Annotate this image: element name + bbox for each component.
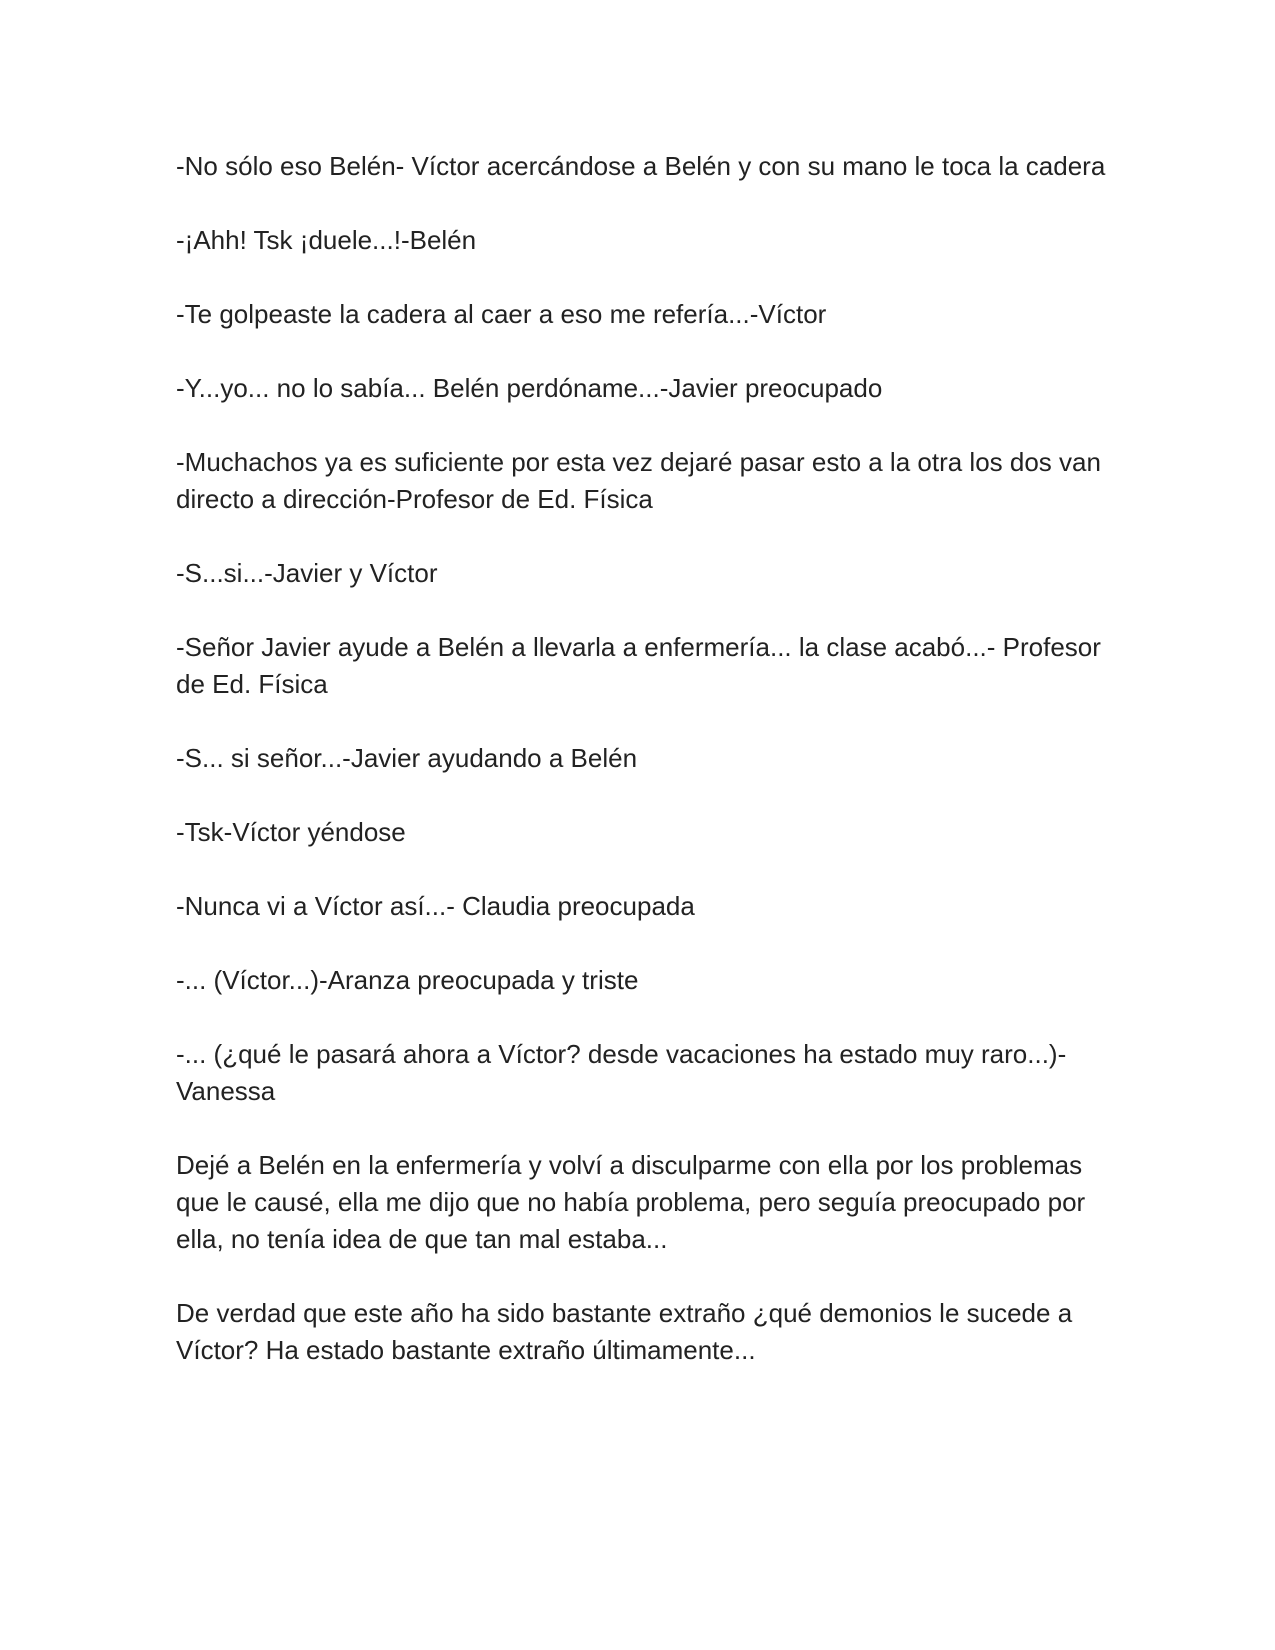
paragraph: -S...si...-Javier y Víctor [176,558,438,588]
paragraph: Dejé a Belén en la enfermería y volví a disculparme con ella por los problemas que le causé, ella me dijo que no había problema, pero seguía preocupado por ella, no tenía idea de que tan mal estaba... [176,1150,1086,1254]
paragraph: De verdad que este año ha sido bastante extraño ¿qué demonios le sucede a Víctor? Ha estado bastante extraño últimamente... [176,1298,1073,1365]
paragraph: -Muchachos ya es suficiente por esta vez dejaré pasar esto a la otra los dos van directo a dirección-Profesor de Ed. Física [176,447,1101,514]
paragraph: -No sólo eso Belén- Víctor acercándose a Belén y con su mano le toca la cadera [176,151,1106,181]
paragraph: -Y...yo... no lo sabía... Belén perdóname...-Javier preocupado [176,373,883,403]
paragraph: -... (Víctor...)-Aranza preocupada y triste [176,965,639,995]
paragraph: -... (¿qué le pasará ahora a Víctor? desde vacaciones ha estado muy raro...)-Vanessa [176,1039,1067,1106]
paragraph: -Tsk-Víctor yéndose [176,817,406,847]
document-body [176,148,1106,1406]
paragraph: -Te golpeaste la cadera al caer a eso me refería...-Víctor [176,299,827,329]
paragraph: -Nunca vi a Víctor así...- Claudia preocupada [176,891,695,921]
paragraph: -S... si señor...-Javier ayudando a Belén [176,743,638,773]
paragraph: -¡Ahh! Tsk ¡duele...!-Belén [176,225,477,255]
paragraph: -Señor Javier ayude a Belén a llevarla a enfermería... la clase acabó...- Profesor de Ed. Física [176,632,1101,699]
